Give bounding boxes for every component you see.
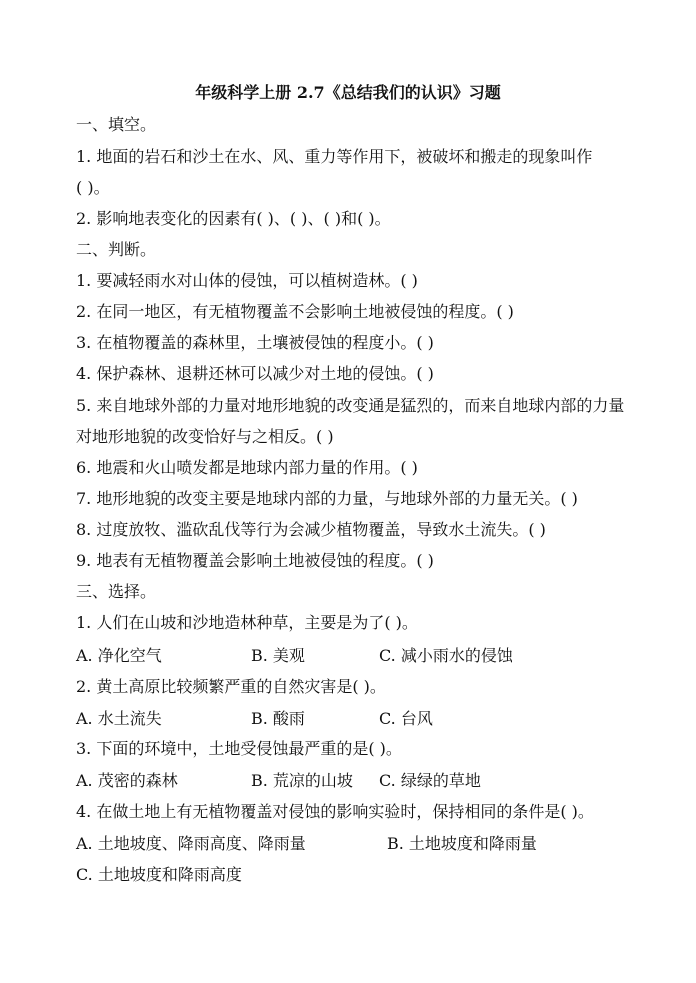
choice-2-option-c: C. 台风 <box>379 709 433 728</box>
choice-1-option-a: A. 净化空气 <box>76 646 162 665</box>
choice-question-2: 2. 黄土高原比较频繁严重的自然灾害是( )。 <box>76 677 386 696</box>
judge-question-2: 2. 在同一地区，有无植物覆盖不会影响土地被侵蚀的程度。( ) <box>76 302 514 321</box>
judge-question-3: 3. 在植物覆盖的森林里，土壤被侵蚀的程度小。( ) <box>76 333 434 352</box>
fill-question-1-line-2: ( )。 <box>76 178 110 197</box>
fill-question-1-line-1: 1. 地面的岩石和沙土在水、风、重力等作用下，被破坏和搬走的现象叫作 <box>76 147 593 166</box>
choice-1-option-c: C. 减小雨水的侵蚀 <box>379 646 513 665</box>
fill-question-2: 2. 影响地表变化的因素有( )、( )、( )和( )。 <box>76 209 391 228</box>
choice-question-1: 1. 人们在山坡和沙地造林种草，主要是为了( )。 <box>76 613 418 632</box>
choice-question-4: 4. 在做土地上有无植物覆盖对侵蚀的影响实验时，保持相同的条件是( )。 <box>76 802 594 821</box>
choice-3-option-c: C. 绿绿的草地 <box>379 771 481 790</box>
judge-question-8: 8. 过度放牧、滥砍乱伐等行为会减少植物覆盖，导致水土流失。( ) <box>76 520 546 539</box>
choice-2-option-b: B. 酸雨 <box>251 709 305 728</box>
choice-1-option-b: B. 美观 <box>251 646 305 665</box>
choice-4-option-a: A. 土地坡度、降雨高度、降雨量 <box>76 834 306 853</box>
judge-question-9: 9. 地表有无植物覆盖会影响土地被侵蚀的程度。( ) <box>76 551 434 570</box>
section-heading-judge: 二、判断。 <box>76 240 157 259</box>
page-title: 年级科学上册 2.7《总结我们的认识》习题 <box>195 83 501 102</box>
choice-question-3: 3. 下面的环境中，土地受侵蚀最严重的是( )。 <box>76 739 402 758</box>
judge-question-5-line-2: 对地形地貌的改变恰好与之相反。( ) <box>76 427 334 446</box>
judge-question-7: 7. 地形地貌的改变主要是地球内部的力量，与地球外部的力量无关。( ) <box>76 489 578 508</box>
choice-3-option-a: A. 茂密的森林 <box>76 771 178 790</box>
choice-3-option-b: B. 荒凉的山坡 <box>251 771 353 790</box>
choice-2-option-a: A. 水土流失 <box>76 709 162 728</box>
choice-4-option-b: B. 土地坡度和降雨量 <box>387 834 537 853</box>
judge-question-4: 4. 保护森林、退耕还林可以减少对土地的侵蚀。( ) <box>76 364 434 383</box>
section-heading-fill: 一、填空。 <box>76 115 157 134</box>
choice-4-option-c: C. 土地坡度和降雨高度 <box>76 865 242 884</box>
judge-question-1: 1. 要减轻雨水对山体的侵蚀，可以植树造林。( ) <box>76 271 418 290</box>
judge-question-6: 6. 地震和火山喷发都是地球内部力量的作用。( ) <box>76 458 418 477</box>
section-heading-choice: 三、选择。 <box>76 582 157 601</box>
judge-question-5-line-1: 5. 来自地球外部的力量对地形地貌的改变通是猛烈的，而来自地球内部的力量 <box>76 396 625 415</box>
